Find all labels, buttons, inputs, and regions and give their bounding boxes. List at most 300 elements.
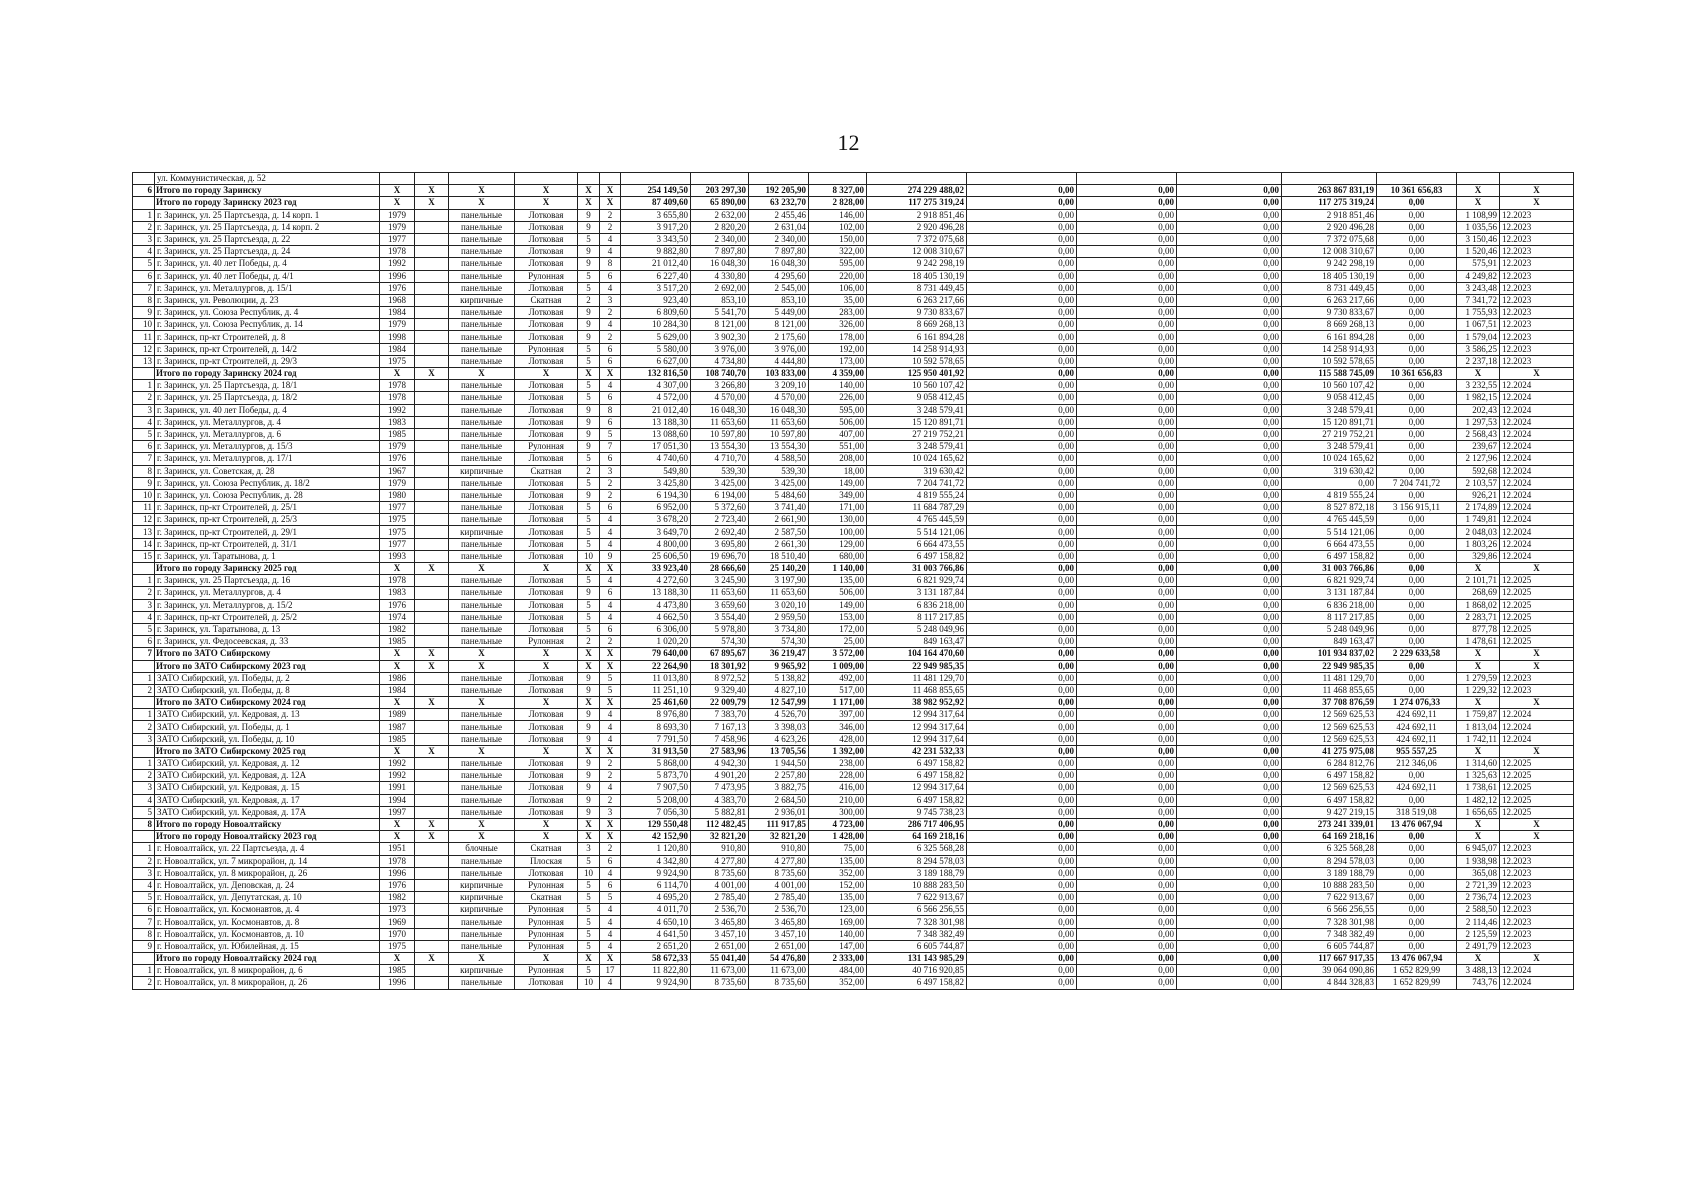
- table-cell: 492,00: [809, 672, 867, 684]
- table-cell: [691, 173, 749, 185]
- table-cell: [1282, 173, 1377, 185]
- table-cell: 1977: [380, 233, 415, 245]
- table-cell: 5: [600, 892, 621, 904]
- table-cell: 0,00: [1377, 380, 1457, 392]
- table-cell: 4 844 328,83: [1282, 977, 1377, 989]
- table-cell: 12 569 625,53: [1282, 721, 1377, 733]
- table-cell: панельные: [449, 550, 515, 562]
- table-row: [133, 319, 1574, 331]
- table-cell: 12.2023: [1500, 867, 1574, 879]
- table-cell: 8 735,60: [749, 977, 809, 989]
- table-cell: г. Новоалтайск, ул. 22 Партсъезда, д. 4: [155, 843, 380, 855]
- table-cell: 1 803,26: [1457, 538, 1500, 550]
- table-cell: 0,00: [1077, 355, 1177, 367]
- table-cell: 4 734,80: [691, 355, 749, 367]
- table-cell: Лотковая: [515, 514, 578, 526]
- table-cell: Итого по городу Новоалтайску: [155, 818, 380, 830]
- table-cell: 0,00: [1177, 684, 1282, 696]
- table-cell: 2: [133, 721, 155, 733]
- table-cell: 1991: [380, 782, 415, 794]
- table-cell: панельные: [449, 489, 515, 501]
- table-cell: 6: [133, 636, 155, 648]
- table-cell: 0,00: [967, 745, 1077, 757]
- table-cell: 0,00: [967, 514, 1077, 526]
- table-cell: 0,00: [1377, 282, 1457, 294]
- table-cell: 5: [578, 623, 600, 635]
- table-cell: [415, 672, 449, 684]
- table-cell: 129 550,48: [621, 818, 691, 830]
- table-cell: г. Заринск, ул. 25 Партсъезда, д. 16: [155, 575, 380, 587]
- table-cell: 87 409,60: [621, 197, 691, 209]
- table-cell: 6 161 894,28: [1282, 331, 1377, 343]
- table-cell: 8 731 449,45: [1282, 282, 1377, 294]
- table-cell: 28 666,60: [691, 563, 749, 575]
- table-cell: 9 924,90: [621, 867, 691, 879]
- table-cell: 22 949 985,35: [1282, 660, 1377, 672]
- table-row: [133, 477, 1574, 489]
- table-total-row: [133, 368, 1574, 380]
- table-cell: кирпичные: [449, 526, 515, 538]
- table-cell: 4 342,80: [621, 855, 691, 867]
- table-cell: 16 048,30: [691, 258, 749, 270]
- table-cell: 117 667 917,35: [1282, 953, 1377, 965]
- table-cell: 10 888 283,50: [1282, 879, 1377, 891]
- table-cell: ЗАТО Сибирский, ул. Кедровая, д. 17А: [155, 806, 380, 818]
- table-cell: [1077, 173, 1177, 185]
- table-cell: 13 088,60: [621, 428, 691, 440]
- table-cell: 2 340,00: [691, 233, 749, 245]
- table-cell: кирпичные: [449, 879, 515, 891]
- table-cell: 4 570,00: [749, 392, 809, 404]
- table-cell: X: [1500, 953, 1574, 965]
- table-cell: [621, 173, 691, 185]
- table-cell: г. Заринск, ул. 25 Партсъезда, д. 18/1: [155, 380, 380, 392]
- table-cell: X: [380, 660, 415, 672]
- table-cell: 2 736,74: [1457, 892, 1500, 904]
- table-cell: 12.2024: [1500, 453, 1574, 465]
- table-cell: г. Заринск, ул. Таратынова, д. 1: [155, 550, 380, 562]
- table-cell: 1973: [380, 904, 415, 916]
- table-cell: 0,00: [967, 331, 1077, 343]
- table-cell: 1996: [380, 867, 415, 879]
- table-cell: 13 476 067,94: [1377, 953, 1457, 965]
- table-cell: 4: [600, 782, 621, 794]
- table-cell: 7 383,70: [691, 709, 749, 721]
- table-cell: 4: [600, 940, 621, 952]
- table-cell: 6 194,00: [691, 489, 749, 501]
- table-cell: 3 248 579,41: [1282, 441, 1377, 453]
- table-cell: 319 630,42: [1282, 465, 1377, 477]
- table-cell: г. Заринск, ул. Союза Республик, д. 18/2: [155, 477, 380, 489]
- table-cell: 1: [133, 965, 155, 977]
- table-cell: 6 325 568,28: [867, 843, 967, 855]
- table-row: [133, 404, 1574, 416]
- table-cell: 3 655,80: [621, 209, 691, 221]
- table-cell: 3 659,60: [691, 599, 749, 611]
- table-cell: 9: [578, 672, 600, 684]
- table-cell: 0,00: [967, 380, 1077, 392]
- table-cell: 5: [578, 270, 600, 282]
- table-cell: 0,00: [1077, 331, 1177, 343]
- table-cell: 1985: [380, 636, 415, 648]
- table-cell: 1992: [380, 404, 415, 416]
- table-cell: 4: [600, 867, 621, 879]
- table-cell: Лотковая: [515, 782, 578, 794]
- table-cell: 4 695,20: [621, 892, 691, 904]
- table-cell: 0,00: [967, 672, 1077, 684]
- table-cell: [415, 209, 449, 221]
- table-cell: 5: [578, 453, 600, 465]
- table-cell: 6 566 256,55: [867, 904, 967, 916]
- table-cell: 2 785,40: [691, 892, 749, 904]
- table-cell: 6: [600, 879, 621, 891]
- table-cell: Рулонная: [515, 636, 578, 648]
- table-cell: 16 048,30: [749, 404, 809, 416]
- table-cell: 1975: [380, 526, 415, 538]
- table-cell: 6 497 158,82: [867, 977, 967, 989]
- table-cell: 0,00: [1077, 806, 1177, 818]
- table-cell: панельные: [449, 416, 515, 428]
- table-cell: 12 569 625,53: [1282, 733, 1377, 745]
- table-cell: 6 227,40: [621, 270, 691, 282]
- table-row: [133, 892, 1574, 904]
- table-cell: 1970: [380, 928, 415, 940]
- table-cell: X: [415, 563, 449, 575]
- table-cell: 3 734,80: [749, 623, 809, 635]
- table-cell: 5 484,60: [749, 489, 809, 501]
- table-cell: [415, 892, 449, 904]
- table-cell: 0,00: [1177, 709, 1282, 721]
- table-cell: 3 678,20: [621, 514, 691, 526]
- table-cell: 64 169 218,16: [1282, 831, 1377, 843]
- table-cell: X: [578, 831, 600, 843]
- table-cell: 0,00: [1377, 270, 1457, 282]
- table-cell: 12.2024: [1500, 709, 1574, 721]
- table-cell: Итого по ЗАТО Сибирскому 2024 год: [155, 697, 380, 709]
- table-cell: 10 024 165,62: [1282, 453, 1377, 465]
- table-cell: панельные: [449, 940, 515, 952]
- table-cell: 12.2025: [1500, 611, 1574, 623]
- table-cell: 4: [600, 575, 621, 587]
- table-cell: 0,00: [1177, 977, 1282, 989]
- table-cell: 4: [133, 246, 155, 258]
- table-row: [133, 575, 1574, 587]
- table-cell: 1976: [380, 599, 415, 611]
- register-rows: [133, 173, 1574, 990]
- table-cell: X: [600, 831, 621, 843]
- table-cell: 926,21: [1457, 489, 1500, 501]
- table-cell: 424 692,11: [1377, 721, 1457, 733]
- table-cell: 15 120 891,71: [1282, 416, 1377, 428]
- table-cell: 203 297,30: [691, 185, 749, 197]
- table-cell: 910,80: [749, 843, 809, 855]
- table-cell: 4 570,00: [691, 392, 749, 404]
- table-cell: Лотковая: [515, 611, 578, 623]
- table-cell: 2: [578, 636, 600, 648]
- table-cell: 283,00: [809, 307, 867, 319]
- table-cell: 0,00: [1077, 672, 1177, 684]
- table-cell: 1 982,15: [1457, 392, 1500, 404]
- table-cell: [415, 550, 449, 562]
- table-cell: 12.2025: [1500, 636, 1574, 648]
- table-cell: 12.2023: [1500, 221, 1574, 233]
- table-cell: 0,00: [1377, 928, 1457, 940]
- table-cell: панельные: [449, 977, 515, 989]
- table-cell: 0,00: [967, 879, 1077, 891]
- table-cell: X: [515, 831, 578, 843]
- table-cell: 3 248 579,41: [1282, 404, 1377, 416]
- table-cell: 2 651,00: [691, 940, 749, 952]
- table-cell: 1996: [380, 270, 415, 282]
- table-cell: Лотковая: [515, 977, 578, 989]
- table-cell: 0,00: [967, 623, 1077, 635]
- table-cell: 424 692,11: [1377, 733, 1457, 745]
- table-cell: X: [415, 745, 449, 757]
- table-cell: 1951: [380, 843, 415, 855]
- table-cell: 3 020,10: [749, 599, 809, 611]
- table-cell: 1994: [380, 794, 415, 806]
- table-cell: 0,00: [967, 246, 1077, 258]
- table-cell: 1 314,60: [1457, 758, 1500, 770]
- table-cell: 1982: [380, 623, 415, 635]
- table-cell: 4: [133, 879, 155, 891]
- table-cell: г. Заринск, ул. Федосеевская, д. 33: [155, 636, 380, 648]
- table-cell: [415, 806, 449, 818]
- table-cell: 3 488,13: [1457, 965, 1500, 977]
- table-cell: 0,00: [1377, 197, 1457, 209]
- table-cell: [133, 831, 155, 843]
- table-cell: 12.2025: [1500, 575, 1574, 587]
- table-cell: 8: [133, 465, 155, 477]
- table-cell: г. Заринск, пр-кт Строителей, д. 29/3: [155, 355, 380, 367]
- table-cell: 0,00: [967, 550, 1077, 562]
- table-cell: 7: [133, 648, 155, 660]
- table-cell: 55 041,40: [691, 953, 749, 965]
- table-cell: 5: [133, 892, 155, 904]
- table-cell: 2 918 851,46: [867, 209, 967, 221]
- table-cell: 0,00: [1177, 197, 1282, 209]
- table-cell: 2: [133, 392, 155, 404]
- table-cell: 4: [600, 233, 621, 245]
- table-cell: 0,00: [967, 343, 1077, 355]
- table-cell: 115 588 745,09: [1282, 368, 1377, 380]
- table-cell: 0,00: [1377, 599, 1457, 611]
- table-cell: 0,00: [1077, 892, 1177, 904]
- table-cell: [133, 368, 155, 380]
- table-cell: 0,00: [967, 477, 1077, 489]
- table-cell: 2 283,71: [1457, 611, 1500, 623]
- table-row: [133, 538, 1574, 550]
- table-cell: 0,00: [1377, 343, 1457, 355]
- table-row: [133, 904, 1574, 916]
- table-row: [133, 173, 1574, 185]
- table-cell: 1983: [380, 587, 415, 599]
- table-cell: 4 444,80: [749, 355, 809, 367]
- table-cell: 349,00: [809, 489, 867, 501]
- table-cell: 484,00: [809, 965, 867, 977]
- table-cell: 0,00: [1377, 904, 1457, 916]
- table-cell: 424 692,11: [1377, 709, 1457, 721]
- table-cell: 1967: [380, 465, 415, 477]
- table-cell: 0,00: [1077, 623, 1177, 635]
- table-cell: 3 554,40: [691, 611, 749, 623]
- table-cell: 4 277,80: [749, 855, 809, 867]
- table-cell: 8 327,00: [809, 185, 867, 197]
- table-cell: 6 952,00: [621, 502, 691, 514]
- table-cell: 10 560 107,42: [1282, 380, 1377, 392]
- table-cell: 0,00: [1177, 246, 1282, 258]
- table-cell: 5 514 121,06: [867, 526, 967, 538]
- table-cell: 2: [600, 331, 621, 343]
- table-cell: 210,00: [809, 794, 867, 806]
- table-cell: 12.2023: [1500, 672, 1574, 684]
- table-cell: 0,00: [1077, 453, 1177, 465]
- table-cell: 41 275 975,08: [1282, 745, 1377, 757]
- table-cell: 12.2023: [1500, 355, 1574, 367]
- table-cell: 0,00: [1177, 185, 1282, 197]
- table-cell: 0,00: [1377, 233, 1457, 245]
- table-cell: 3 232,55: [1457, 380, 1500, 392]
- table-cell: 2: [600, 770, 621, 782]
- table-cell: X: [578, 648, 600, 660]
- table-cell: 6 497 158,82: [1282, 794, 1377, 806]
- table-cell: 4 901,20: [691, 770, 749, 782]
- table-cell: 4 277,80: [691, 855, 749, 867]
- table-cell: Итого по ЗАТО Сибирскому 2023 год: [155, 660, 380, 672]
- table-cell: 12.2024: [1500, 733, 1574, 745]
- table-cell: Итого по городу Заринску 2025 год: [155, 563, 380, 575]
- table-cell: 12.2024: [1500, 977, 1574, 989]
- table-cell: 0,00: [1077, 197, 1177, 209]
- table-cell: 0,00: [1077, 538, 1177, 550]
- table-cell: Лотковая: [515, 477, 578, 489]
- table-cell: 147,00: [809, 940, 867, 952]
- table-cell: 17 051,30: [621, 441, 691, 453]
- table-cell: 9 730 833,67: [1282, 307, 1377, 319]
- table-cell: 551,00: [809, 441, 867, 453]
- table-cell: 0,00: [1177, 575, 1282, 587]
- table-cell: 0,00: [1377, 575, 1457, 587]
- table-cell: 17: [600, 965, 621, 977]
- table-cell: 4 623,26: [749, 733, 809, 745]
- table-cell: 12.2023: [1500, 319, 1574, 331]
- table-cell: 0,00: [1177, 233, 1282, 245]
- table-cell: 12.2024: [1500, 526, 1574, 538]
- table-cell: 0,00: [1077, 733, 1177, 745]
- table-cell: 12.2024: [1500, 477, 1574, 489]
- table-cell: 0,00: [1377, 441, 1457, 453]
- table-cell: 1979: [380, 477, 415, 489]
- table-cell: 8 735,60: [691, 977, 749, 989]
- table-cell: Лотковая: [515, 209, 578, 221]
- table-cell: 319 630,42: [867, 465, 967, 477]
- table-cell: 0,00: [967, 563, 1077, 575]
- table-cell: 0,00: [1377, 221, 1457, 233]
- table-cell: 4: [600, 319, 621, 331]
- table-cell: 9 242 298,19: [867, 258, 967, 270]
- table-cell: г. Заринск, ул. 25 Партсъезда, д. 24: [155, 246, 380, 258]
- table-cell: 192,00: [809, 343, 867, 355]
- table-cell: 10 592 578,65: [867, 355, 967, 367]
- table-cell: 9 427 219,15: [1282, 806, 1377, 818]
- table-cell: 0,00: [1077, 745, 1177, 757]
- table-cell: 6 605 744,87: [867, 940, 967, 952]
- table-cell: 2: [600, 489, 621, 501]
- table-cell: 22 264,90: [621, 660, 691, 672]
- table-cell: 10: [578, 867, 600, 879]
- table-cell: 8 294 578,03: [1282, 855, 1377, 867]
- table-cell: 149,00: [809, 599, 867, 611]
- table-cell: 424 692,11: [1377, 782, 1457, 794]
- table-cell: X: [449, 368, 515, 380]
- table-cell: 1 652 829,99: [1377, 977, 1457, 989]
- table-total-row: [133, 660, 1574, 672]
- table-cell: 12 994 317,64: [867, 709, 967, 721]
- table-cell: 5: [578, 233, 600, 245]
- table-cell: 0,00: [1377, 672, 1457, 684]
- table-row: [133, 380, 1574, 392]
- table-cell: X: [380, 953, 415, 965]
- table-cell: панельные: [449, 538, 515, 550]
- table-cell: 5: [133, 623, 155, 635]
- table-cell: X: [380, 197, 415, 209]
- table-cell: 2: [600, 209, 621, 221]
- table-cell: 11 673,00: [691, 965, 749, 977]
- table-cell: Итого по городу Заринску: [155, 185, 380, 197]
- table-cell: [133, 953, 155, 965]
- table-cell: 4: [600, 709, 621, 721]
- table-cell: 5 882,81: [691, 806, 749, 818]
- table-cell: 4: [133, 611, 155, 623]
- table-cell: 1 428,00: [809, 831, 867, 843]
- table-cell: ЗАТО Сибирский, ул. Победы, д. 1: [155, 721, 380, 733]
- table-row: [133, 307, 1574, 319]
- table-cell: 9: [578, 758, 600, 770]
- table-cell: X: [578, 563, 600, 575]
- table-cell: 3 197,90: [749, 575, 809, 587]
- table-cell: 8 735,60: [749, 867, 809, 879]
- table-cell: 0,00: [1377, 392, 1457, 404]
- table-cell: 12.2023: [1500, 307, 1574, 319]
- table-cell: Лотковая: [515, 380, 578, 392]
- table-cell: панельные: [449, 855, 515, 867]
- table-cell: 5: [578, 355, 600, 367]
- table-row: [133, 587, 1574, 599]
- table-cell: 1 325,63: [1457, 770, 1500, 782]
- table-cell: 13 554,30: [691, 441, 749, 453]
- table-cell: [415, 623, 449, 635]
- table-cell: [415, 599, 449, 611]
- table-cell: 0,00: [967, 928, 1077, 940]
- table-cell: [415, 965, 449, 977]
- table-cell: 12 008 310,67: [1282, 246, 1377, 258]
- table-cell: 4: [600, 977, 621, 989]
- table-cell: панельные: [449, 441, 515, 453]
- table-cell: 3 131 187,84: [1282, 587, 1377, 599]
- table-cell: г. Заринск, пр-кт Строителей, д. 31/1: [155, 538, 380, 550]
- table-cell: г. Заринск, ул. Металлургов, д. 17/1: [155, 453, 380, 465]
- table-cell: 0,00: [1077, 465, 1177, 477]
- table-cell: X: [380, 368, 415, 380]
- table-cell: 9: [578, 489, 600, 501]
- table-cell: 4 272,60: [621, 575, 691, 587]
- table-cell: 111 917,85: [749, 818, 809, 830]
- table-cell: X: [415, 831, 449, 843]
- table-cell: 0,00: [1177, 843, 1282, 855]
- page-number: 12: [837, 130, 860, 155]
- table-cell: 0,00: [1177, 380, 1282, 392]
- table-cell: X: [1457, 563, 1500, 575]
